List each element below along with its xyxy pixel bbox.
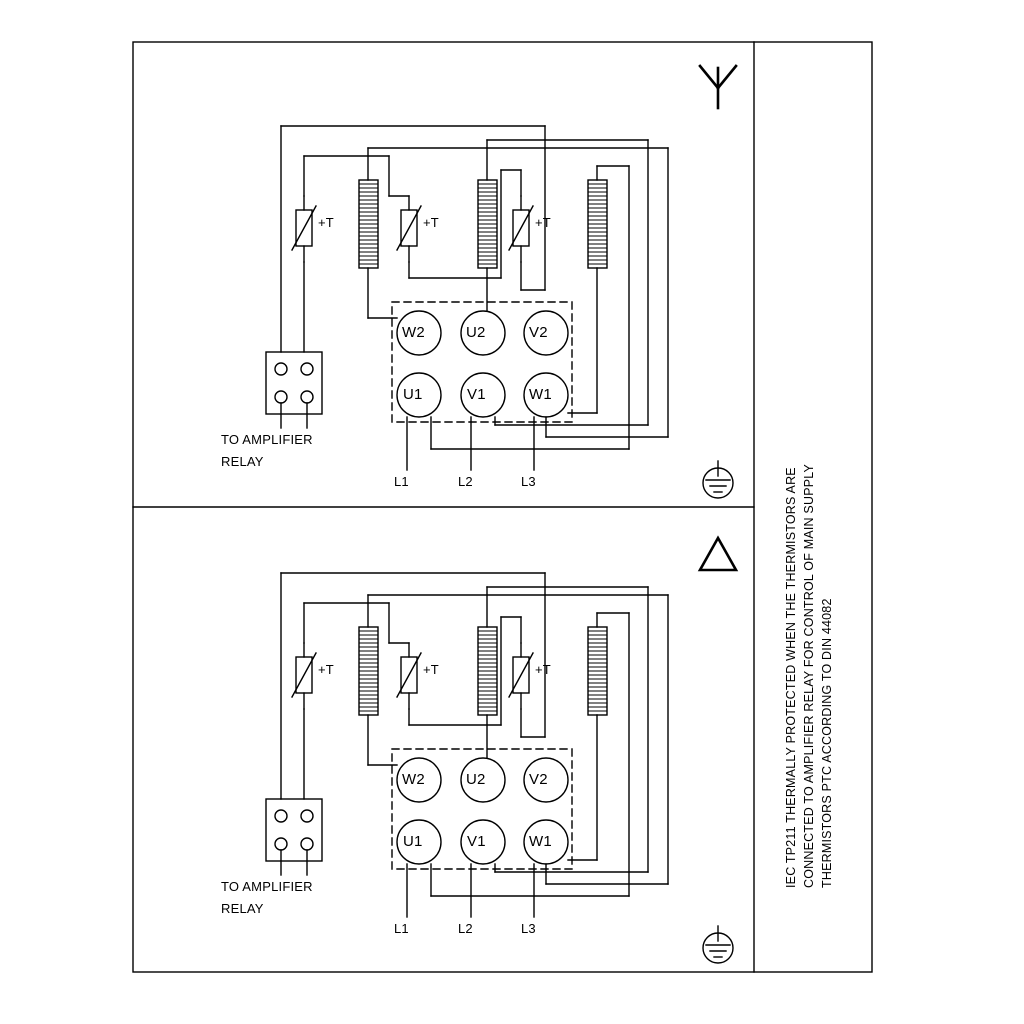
terminal-label-v2-star: V2 [529, 324, 548, 341]
thermistor-label-1-star: +T [318, 215, 334, 230]
panel-delta [266, 538, 736, 963]
star-symbol [700, 66, 736, 108]
delta-symbol [700, 538, 736, 570]
winding-coil-2 [478, 180, 497, 268]
terminal-label-w2-delta: W2 [402, 771, 425, 788]
earth-symbol-delta [703, 926, 733, 963]
terminal-label-w2-star: W2 [402, 324, 425, 341]
supply-label-l3-delta: L3 [521, 921, 536, 936]
winding-coil-3 [588, 180, 607, 268]
terminal-label-v2-delta: V2 [529, 771, 548, 788]
terminal-box-outline [392, 302, 572, 422]
thermistor-label-2-delta: +T [423, 662, 439, 677]
winding-coil-2 [478, 627, 497, 715]
winding-coil-3 [588, 627, 607, 715]
thermistor-wiring [281, 126, 545, 352]
thermistor-label-2-star: +T [423, 215, 439, 230]
thermistor-wiring [281, 573, 545, 799]
thermistor-label-3-delta: +T [535, 662, 551, 677]
side-note-line2: CONNECTED TO AMPLIFIER RELAY FOR CONTROL OF MAIN SUPPLY [802, 463, 816, 888]
supply-label-l1-star: L1 [394, 474, 409, 489]
thermistor-label-3-star: +T [535, 215, 551, 230]
terminal-label-u2-delta: U2 [466, 771, 486, 788]
terminal-label-u1-delta: U1 [403, 833, 423, 850]
terminal-label-v1-star: V1 [467, 386, 486, 403]
thermistor-2 [397, 643, 421, 709]
terminal-box-outline [392, 749, 572, 869]
amplifier-label-line2-delta: RELAY [221, 901, 264, 916]
amplifier-terminal-block [266, 352, 322, 428]
terminal-label-u2-star: U2 [466, 324, 486, 341]
terminal-label-w1-star: W1 [529, 386, 552, 403]
thermistor-3 [509, 643, 533, 709]
thermistor-3 [509, 196, 533, 262]
supply-label-l2-star: L2 [458, 474, 473, 489]
supply-label-l1-delta: L1 [394, 921, 409, 936]
thermistor-2 [397, 196, 421, 262]
amplifier-label-line1-delta: TO AMPLIFIER [221, 879, 313, 894]
amplifier-label-line1-star: TO AMPLIFIER [221, 432, 313, 447]
terminal-label-w1-delta: W1 [529, 833, 552, 850]
amplifier-terminal-block [266, 799, 322, 875]
supply-label-l3-star: L3 [521, 474, 536, 489]
terminal-label-v1-delta: V1 [467, 833, 486, 850]
thermistor-label-1-delta: +T [318, 662, 334, 677]
supply-label-l2-delta: L2 [458, 921, 473, 936]
thermistor-1 [292, 196, 316, 262]
thermistor-1 [292, 643, 316, 709]
terminal-label-u1-star: U1 [403, 386, 423, 403]
winding-coil-1 [359, 180, 378, 268]
earth-symbol-star [703, 461, 733, 498]
panel-star [266, 66, 736, 498]
side-note-line1: IEC TP211 THERMALLY PROTECTED WHEN THE THERMISTORS ARE [784, 467, 798, 888]
amplifier-label-line2-star: RELAY [221, 454, 264, 469]
side-note-line3: THERMISTORS PTC ACCORDING TO DIN 44082 [820, 598, 834, 888]
winding-coil-1 [359, 627, 378, 715]
